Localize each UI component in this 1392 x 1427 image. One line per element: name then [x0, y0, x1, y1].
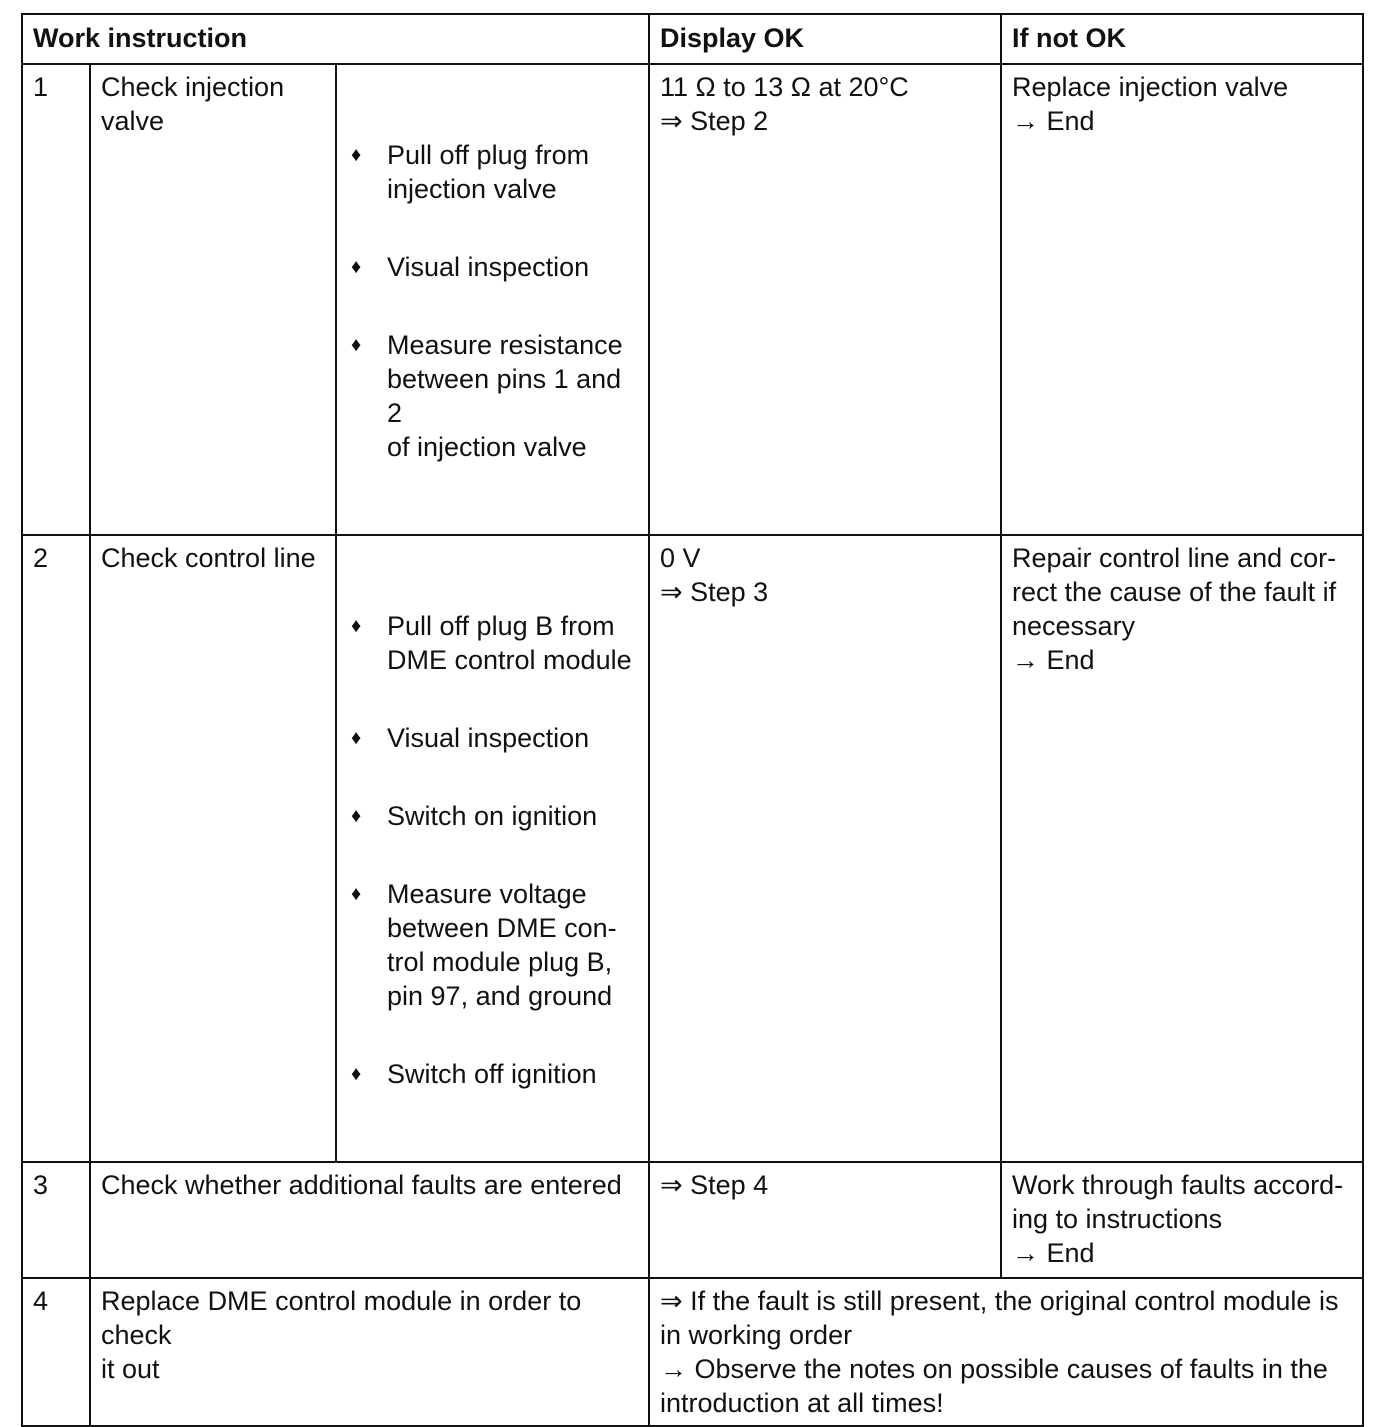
diamond-bullet-icon: ♦: [351, 334, 362, 356]
list-item: [347, 721, 638, 755]
step-text: Switch on ignition: [387, 801, 598, 831]
check-description: Check injection valve: [90, 64, 336, 535]
table-header-row: [22, 14, 1363, 64]
table-row: [22, 1162, 1363, 1278]
diamond-bullet-icon: ♦: [351, 256, 362, 278]
step-text: Visual inspection: [387, 252, 590, 282]
step-text: Visual inspection: [387, 723, 590, 753]
step-text: Measure resistance between pins 1 and 2 of injection valve: [387, 330, 623, 462]
list-item: [347, 250, 638, 284]
result-note: ⇒ If the fault is still present, the original control module is in working order → Observe the notes on possible causes of faults in the introduction at all times!: [649, 1278, 1363, 1426]
list-item: [347, 138, 638, 206]
display-ok-value: ⇒ Step 4: [649, 1162, 1001, 1278]
step-text: Pull off plug from injection valve: [387, 140, 590, 204]
header-work-instruction: Work instruction: [22, 14, 649, 64]
step-text: Switch off ignition: [387, 1059, 597, 1089]
instruction-steps-cell: [336, 64, 649, 535]
check-description: Check control line: [90, 535, 336, 1162]
work-instruction-table: [21, 13, 1364, 1427]
instruction-steps-list: [347, 104, 638, 498]
diamond-bullet-icon: ♦: [351, 144, 362, 166]
if-not-ok-action: Repair control line and cor- rect the cause of the fault if necessary → End: [1001, 535, 1363, 1162]
table-row: [22, 1278, 1363, 1426]
instruction-steps-cell: [336, 535, 649, 1162]
display-ok-value: 0 V ⇒ Step 3: [649, 535, 1001, 1162]
header-display-ok: Display OK: [649, 14, 1001, 64]
if-not-ok-action: Work through faults accord- ing to instructions → End: [1001, 1162, 1363, 1278]
list-item: [347, 1057, 638, 1091]
check-description: Check whether additional faults are entered: [90, 1162, 649, 1278]
diamond-bullet-icon: ♦: [351, 1063, 362, 1085]
header-if-not-ok: If not OK: [1001, 14, 1363, 64]
list-item: [347, 609, 638, 677]
list-item: [347, 799, 638, 833]
diamond-bullet-icon: ♦: [351, 805, 362, 827]
if-not-ok-action: Replace injection valve → End: [1001, 64, 1363, 535]
table-row: [22, 535, 1363, 1162]
table-row: [22, 64, 1363, 535]
diamond-bullet-icon: ♦: [351, 883, 362, 905]
step-number: 4: [22, 1278, 90, 1426]
check-description: Replace DME control module in order to check it out: [90, 1278, 649, 1426]
step-number: 1: [22, 64, 90, 535]
step-text: Pull off plug B from DME control module: [387, 611, 632, 675]
diamond-bullet-icon: ♦: [351, 615, 362, 637]
list-item: [347, 328, 638, 464]
step-number: 3: [22, 1162, 90, 1278]
display-ok-value: 11 Ω to 13 Ω at 20°C ⇒ Step 2: [649, 64, 1001, 535]
step-number: 2: [22, 535, 90, 1162]
step-text: Measure voltage between DME con- trol module plug B, pin 97, and ground: [387, 879, 617, 1011]
list-item: [347, 877, 638, 1013]
diamond-bullet-icon: ♦: [351, 727, 362, 749]
instruction-steps-list: [347, 575, 638, 1125]
